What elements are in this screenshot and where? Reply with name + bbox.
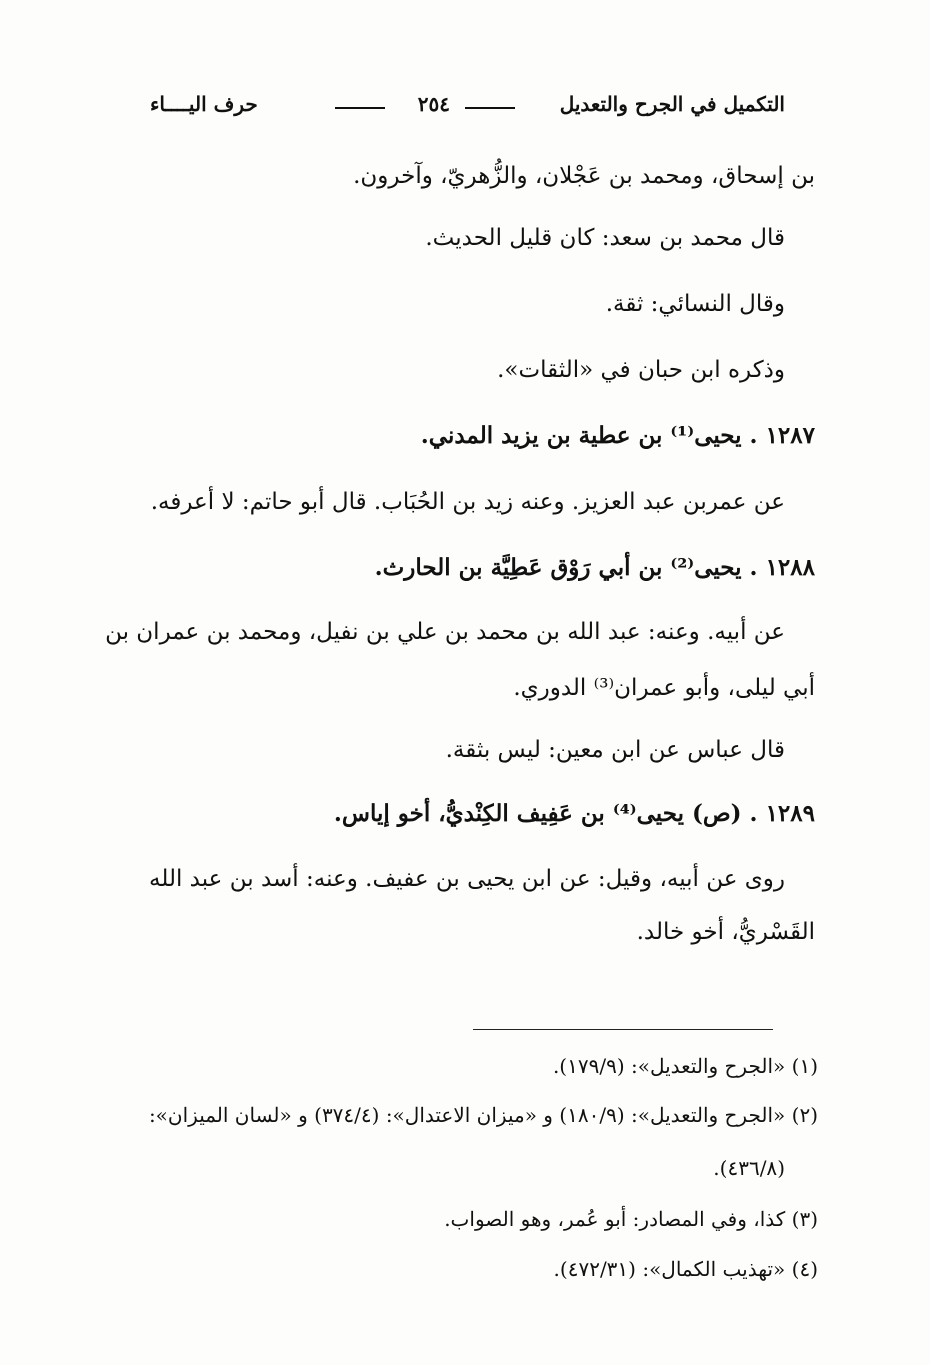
text-line: عن أبيه. وعنه: عبد الله بن محمد بن علي بن نفيل، ومحمد بن عمران بن bbox=[105, 619, 785, 645]
footnote-separator bbox=[473, 1029, 773, 1030]
text-line: روى عن أبيه، وقيل: عن ابن يحيى بن عفيف. وعنه: أسد بن عبد الله bbox=[149, 866, 785, 892]
running-header bbox=[150, 92, 785, 124]
text-line: أبي ليلى، وأبو عمران⁽³⁾ الدوري. bbox=[513, 675, 815, 701]
text-line: القَسْريُّ، أخو خالد. bbox=[636, 919, 815, 945]
footnote: (١) «الجرح والتعديل»: (١٧٩/٩). bbox=[552, 1054, 818, 1078]
text-line: وذكره ابن حبان في «الثقات». bbox=[497, 357, 785, 383]
entry-heading-1289: ١٢٨٩ . (ص) يحيى⁽⁴⁾ بن عَفِيف الكِنْديُّ، أخو إياس. bbox=[333, 800, 815, 827]
book-title: التكميل في الجرح والتعديل bbox=[559, 92, 785, 116]
page-number: ٢٥٤ bbox=[417, 92, 450, 116]
chapter-title: حرف اليــــاء bbox=[150, 92, 258, 116]
text-line: قال عباس عن ابن معين: ليس بثقة. bbox=[445, 737, 785, 763]
text-line: وقال النسائي: ثقة. bbox=[605, 291, 785, 317]
entry-heading-1287: ١٢٨٧ . يحيى⁽¹⁾ بن عطية بن يزيد المدني. bbox=[420, 422, 815, 449]
header-rule bbox=[335, 107, 385, 109]
footnote: (٣) كذا، وفي المصادر: أبو عُمر، وهو الصواب. bbox=[444, 1207, 818, 1231]
text-line: قال محمد بن سعد: كان قليل الحديث. bbox=[425, 225, 785, 251]
text-line: بن إسحاق، ومحمد بن عَجْلان، والزُّهريّ، وآخرون. bbox=[353, 163, 815, 189]
entry-heading-1288: ١٢٨٨ . يحيى⁽²⁾ بن أبي رَوْق عَطِيَّة بن الحارث. bbox=[374, 554, 815, 581]
footnote: (٢) «الجرح والتعديل»: (١٨٠/٩) و «ميزان الاعتدال»: (٣٧٤/٤) و «لسان الميزان»: bbox=[148, 1103, 818, 1127]
footnote: (٤) «تهذيب الكمال»: (٤٧٢/٣١). bbox=[553, 1257, 818, 1281]
footnote-continuation: (٤٣٦/٨). bbox=[713, 1156, 785, 1180]
header-rule bbox=[465, 107, 515, 109]
text-line: عن عمربن عبد العزيز. وعنه زيد بن الحُبَاب. قال أبو حاتم: لا أعرفه. bbox=[150, 489, 785, 515]
